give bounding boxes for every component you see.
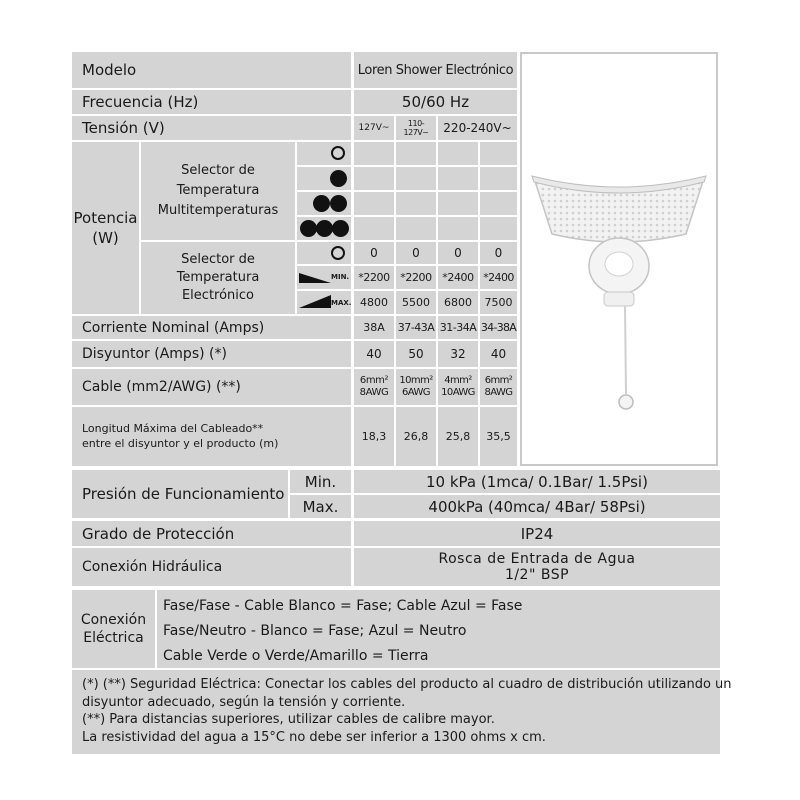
pot-empty	[354, 217, 394, 240]
note-line: (**) Para distancias superiores, utilizar cables de calibre mayor.	[82, 712, 495, 727]
tension-220-240: 220-240V~	[438, 116, 517, 140]
electrica-detail: Fase/Fase - Cable Blanco = Fase; Cable Azul = Fase Fase/Neutro - Blanco = Fase; Azul = Neutro Cable Verde o Verde/Amarillo = Tierra	[157, 590, 720, 668]
three-dot-icon-b	[316, 220, 333, 237]
corriente-1: 38A	[354, 316, 394, 339]
disyuntor-1: 40	[354, 341, 394, 367]
pot-empty	[480, 142, 517, 165]
cable-label: Cable (mm2/AWG) (**)	[72, 369, 351, 405]
pot-empty	[396, 142, 436, 165]
tension-label: Tensión (V)	[72, 116, 351, 140]
pot-max-3: 6800	[438, 291, 478, 314]
pot-empty	[354, 192, 394, 215]
two-dot-icon-a	[313, 195, 330, 212]
tension-127: 127V~	[354, 116, 394, 140]
icon-cell-max	[297, 291, 351, 314]
modelo-value: Loren Shower Electrónico	[354, 52, 517, 88]
pot-empty	[438, 192, 478, 215]
pot-empty	[480, 167, 517, 190]
note-line: La resistividad del agua a 15°C no debe ser inferior a 1300 ohms x cm.	[82, 729, 546, 745]
one-dot-icon	[330, 170, 347, 187]
icon-cell-off	[297, 142, 351, 165]
hidraulica-value: Rosca de Entrada de Agua 1/2" BSP	[354, 548, 720, 586]
three-dot-icon-c	[332, 220, 349, 237]
electrica-label: Conexión Eléctrica	[72, 590, 155, 668]
longitud-4: 35,5	[480, 407, 517, 466]
product-photo	[520, 52, 718, 466]
pot-empty	[480, 192, 517, 215]
longitud-2: 26,8	[396, 407, 436, 466]
potencia-label: Potencia (W)	[72, 142, 139, 314]
pot-min-2: *2200	[396, 266, 436, 289]
pot-empty	[354, 167, 394, 190]
hidraulica-label: Conexión Hidráulica	[72, 548, 351, 586]
icon-cell-three	[297, 217, 351, 240]
disyuntor-4: 40	[480, 341, 517, 367]
pot-empty	[396, 192, 436, 215]
pot-off-4: 0	[480, 242, 517, 264]
frecuencia-label: Frecuencia (Hz)	[72, 90, 351, 114]
footnotes	[72, 670, 732, 754]
note-line: disyuntor adecuado, según la tensión y corriente.	[82, 694, 406, 710]
presion-max-label: Max.	[290, 495, 351, 518]
pot-off-2: 0	[396, 242, 436, 264]
disyuntor-2: 50	[396, 341, 436, 367]
pot-min-4: *2400	[480, 266, 517, 289]
min-tag: MIN.	[331, 273, 350, 281]
max-tag: MAX.	[331, 299, 351, 307]
pot-min-1: *2200	[354, 266, 394, 289]
icon-cell-two	[297, 192, 351, 215]
off-circle-icon	[331, 146, 345, 160]
shower-image	[522, 54, 716, 464]
proteccion-value: IP24	[354, 521, 720, 546]
three-dot-icon-a	[300, 220, 317, 237]
corriente-label: Corriente Nominal (Amps)	[72, 316, 351, 339]
corriente-2: 37-43A	[396, 316, 436, 339]
cable-3: 4mm² 10AWG	[438, 369, 478, 405]
pot-empty	[438, 217, 478, 240]
tension-110-127: 110-127V~	[396, 116, 436, 140]
cable-2: 10mm² 6AWG	[396, 369, 436, 405]
icon-cell-one	[297, 167, 351, 190]
presion-min-label: Min.	[290, 470, 351, 493]
electronico-label: Selector de Temperatura Electrónico	[141, 242, 295, 314]
max-ramp-icon	[299, 295, 331, 309]
pot-max-4: 7500	[480, 291, 517, 314]
corriente-4: 34-38A	[480, 316, 517, 339]
min-ramp-icon	[299, 272, 331, 284]
presion-label: Presión de Funcionamiento	[72, 470, 288, 518]
modelo-label: Modelo	[72, 52, 351, 88]
disyuntor-label: Disyuntor (Amps) (*)	[72, 341, 351, 367]
two-dot-icon-b	[330, 195, 347, 212]
pot-empty	[396, 217, 436, 240]
pot-empty	[354, 142, 394, 165]
pot-empty	[480, 217, 517, 240]
pot-empty	[438, 142, 478, 165]
note-line: (*) (**) Seguridad Eléctrica: Conectar los cables del producto al cuadro de distribución utilizando un	[82, 677, 732, 692]
corriente-3: 31-34A	[438, 316, 478, 339]
cable-1: 6mm² 8AWG	[354, 369, 394, 405]
pot-empty	[396, 167, 436, 190]
multitemperatura-label: Selector de Temperatura Multitemperaturas	[141, 142, 295, 240]
proteccion-label: Grado de Protección	[72, 521, 351, 546]
pot-empty	[438, 167, 478, 190]
pot-max-1: 4800	[354, 291, 394, 314]
cable-4: 6mm² 8AWG	[480, 369, 517, 405]
presion-max-value: 400kPa (40mca/ 4Bar/ 58Psi)	[354, 495, 720, 518]
frecuencia-value: 50/60 Hz	[354, 90, 517, 114]
longitud-label: Longitud Máxima del Cableado** entre el disyuntor y el producto (m)	[72, 407, 351, 466]
longitud-1: 18,3	[354, 407, 394, 466]
presion-min-value: 10 kPa (1mca/ 0.1Bar/ 1.5Psi)	[354, 470, 720, 493]
off-circle-icon	[331, 246, 345, 260]
disyuntor-3: 32	[438, 341, 478, 367]
icon-cell-min	[297, 266, 351, 289]
longitud-3: 25,8	[438, 407, 478, 466]
pot-min-3: *2400	[438, 266, 478, 289]
icon-cell-elec-off	[297, 242, 351, 264]
pot-off-1: 0	[354, 242, 394, 264]
pot-max-2: 5500	[396, 291, 436, 314]
pot-off-3: 0	[438, 242, 478, 264]
